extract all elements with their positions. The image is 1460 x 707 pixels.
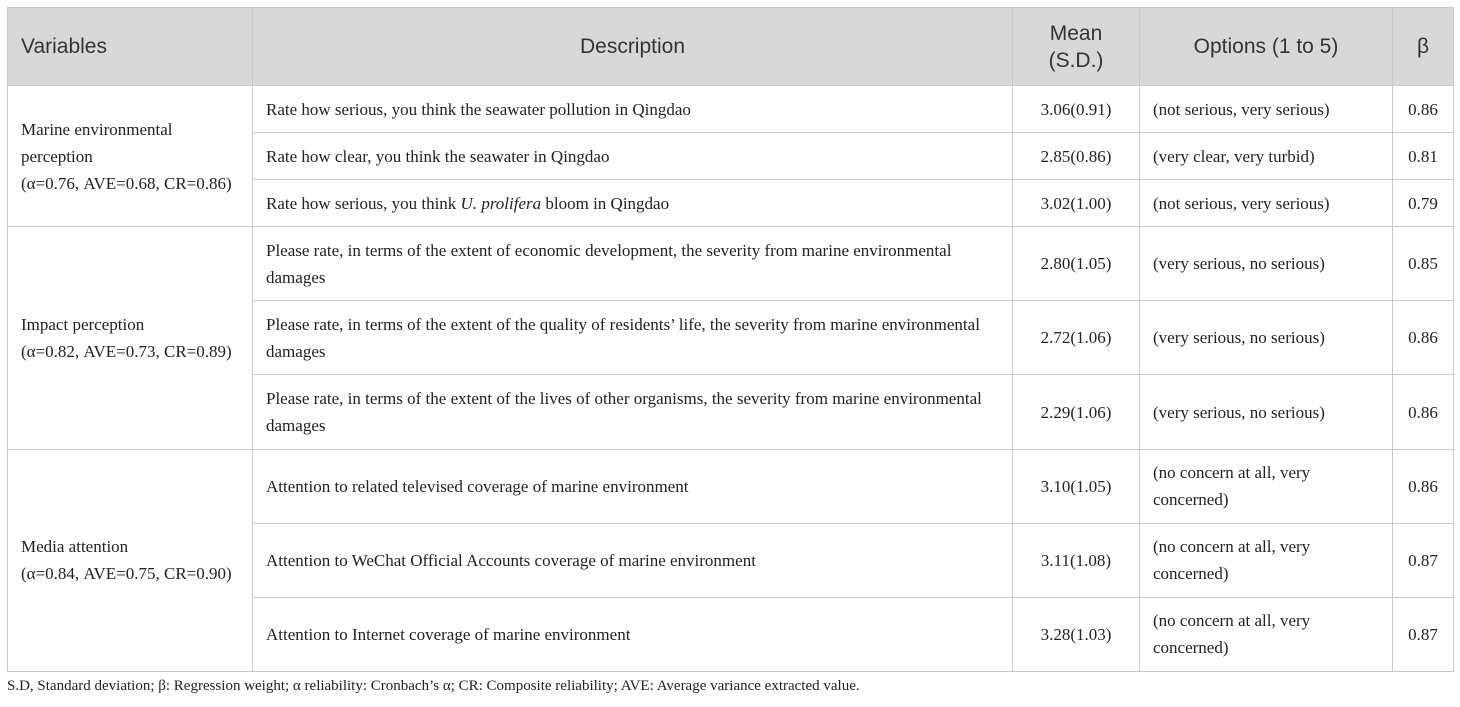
header-variables: Variables [8, 8, 253, 86]
mean-cell: 2.72(1.06) [1013, 301, 1140, 375]
table-row [8, 86, 1454, 133]
header-options: Options (1 to 5) [1140, 8, 1393, 86]
beta-cell: 0.87 [1393, 523, 1454, 597]
description-cell: Attention to WeChat Official Accounts coverage of marine environment [253, 523, 1013, 597]
description-text: bloom in Qingdao [541, 193, 670, 213]
mean-cell: 3.10(1.05) [1013, 449, 1140, 523]
beta-cell: 0.86 [1393, 301, 1454, 375]
mean-cell: 3.02(1.00) [1013, 180, 1140, 227]
beta-cell: 0.81 [1393, 133, 1454, 180]
beta-cell: 0.85 [1393, 227, 1454, 301]
options-cell: (no concern at all, very concerned) [1140, 597, 1393, 671]
options-cell: (very serious, no serious) [1140, 375, 1393, 449]
options-cell: (very clear, very turbid) [1140, 133, 1393, 180]
variable-name: Media attention [21, 537, 129, 557]
description-cell: Rate how serious, you think the seawater pollution in Qingdao [253, 86, 1013, 133]
options-cell: (very serious, no serious) [1140, 227, 1393, 301]
options-cell: (no concern at all, very concerned) [1140, 523, 1393, 597]
description-cell: Attention to related televised coverage of marine environment [253, 449, 1013, 523]
options-cell: (not serious, very serious) [1140, 180, 1393, 227]
description-cell: Rate how clear, you think the seawater in Qingdao [253, 133, 1013, 180]
description-text: Rate how serious, you think [266, 193, 461, 213]
mean-cell: 2.80(1.05) [1013, 227, 1140, 301]
header-mean: Mean (S.D.) [1013, 8, 1140, 86]
options-cell: (no concern at all, very concerned) [1140, 449, 1393, 523]
variable-stats: (α=0.82, AVE=0.73, CR=0.89) [21, 341, 232, 361]
variable-name: Marine environmental perception [21, 119, 173, 166]
description-cell: Please rate, in terms of the extent of the quality of residents’ life, the severity from marine environmental damages [253, 301, 1013, 375]
mean-cell: 2.85(0.86) [1013, 133, 1140, 180]
species-name: U. prolifera [460, 193, 542, 213]
data-table [7, 7, 1454, 672]
description-cell: Please rate, in terms of the extent of economic development, the severity from marine environmental damages [253, 227, 1013, 301]
description-cell [253, 180, 1013, 227]
beta-cell: 0.86 [1393, 375, 1454, 449]
variable-cell [8, 227, 253, 449]
beta-cell: 0.86 [1393, 86, 1454, 133]
mean-cell: 3.11(1.08) [1013, 523, 1140, 597]
variable-cell [8, 86, 253, 227]
variable-stats: (α=0.84, AVE=0.75, CR=0.90) [21, 564, 232, 584]
header-beta: β [1393, 8, 1454, 86]
description-cell: Attention to Internet coverage of marine environment [253, 597, 1013, 671]
header-description: Description [253, 8, 1013, 86]
beta-cell: 0.86 [1393, 449, 1454, 523]
mean-cell: 3.28(1.03) [1013, 597, 1140, 671]
options-cell: (not serious, very serious) [1140, 86, 1393, 133]
description-cell: Please rate, in terms of the extent of the lives of other organisms, the severity from marine environmental damages [253, 375, 1013, 449]
variable-name: Impact perception [21, 314, 145, 334]
table-row [8, 227, 1454, 301]
mean-cell: 3.06(0.91) [1013, 86, 1140, 133]
mean-cell: 2.29(1.06) [1013, 375, 1140, 449]
table-row [8, 449, 1454, 523]
variable-stats: (α=0.76, AVE=0.68, CR=0.86) [21, 173, 232, 193]
beta-cell: 0.87 [1393, 597, 1454, 671]
table-footnote: S.D, Standard deviation; β: Regression weight; α reliability: Cronbach’s α; CR: Composite reliability; AVE: Average variance extracted value. [7, 678, 860, 694]
header-row [8, 8, 1454, 86]
beta-cell: 0.79 [1393, 180, 1454, 227]
options-cell: (very serious, no serious) [1140, 301, 1393, 375]
variable-cell [8, 449, 253, 671]
